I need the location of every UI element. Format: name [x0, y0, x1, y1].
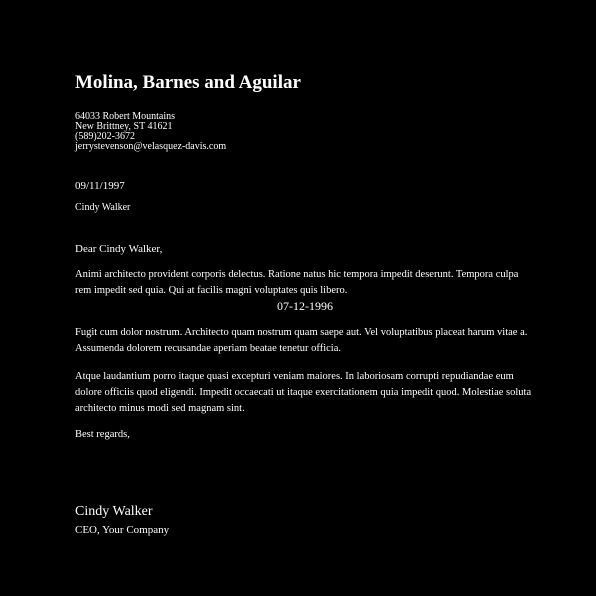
- sender-address-block: [75, 112, 535, 152]
- letter-date: 09/11/1997: [75, 180, 125, 192]
- address-line-2: New Brittney, ST 41621: [75, 121, 173, 132]
- company-name: Molina, Barnes and Aguilar: [75, 72, 301, 93]
- body-paragraph-2: Fugit cum dolor nostrum. Architecto quam nostrum quam saepe aut. Vel voluptatibus placeat harum vitae a. Assumenda dolorem recusandae aperiam beatae tenetur officia.: [75, 327, 528, 354]
- closing: Best regards,: [75, 429, 130, 440]
- signature-block: [75, 503, 169, 537]
- signature-name: Cindy Walker: [75, 504, 153, 519]
- phone-number: (589)202-3672: [75, 131, 135, 142]
- body-paragraph-1: Animi architecto provident corporis delectus. Ratione natus hic tempora impedit deserunt. Tempora culpa rem impedit sed quia. Qui at facilis magni voluptates quis libero.: [75, 269, 519, 296]
- signature-title: CEO, Your Company: [75, 524, 170, 536]
- email-address: jerrystevenson@velasquez-davis.com: [75, 141, 227, 152]
- body-paragraph-3: Atque laudantium porro itaque quasi excepturi veniam maiores. In laboriosam corrupti repudiandae eum dolore officiis quod eligendi. Impedit occaecati ut itaque exercitationem quia impedit quod. Molestiae soluta architecto minus modi sed magnam sint.: [75, 371, 532, 414]
- address-line-1: 64033 Robert Mountains: [75, 111, 175, 122]
- inline-date: 07-12-1996: [277, 299, 333, 313]
- letter-page: [75, 70, 535, 440]
- salutation: Dear Cindy Walker,: [75, 243, 163, 255]
- recipient-name: Cindy Walker: [75, 202, 131, 213]
